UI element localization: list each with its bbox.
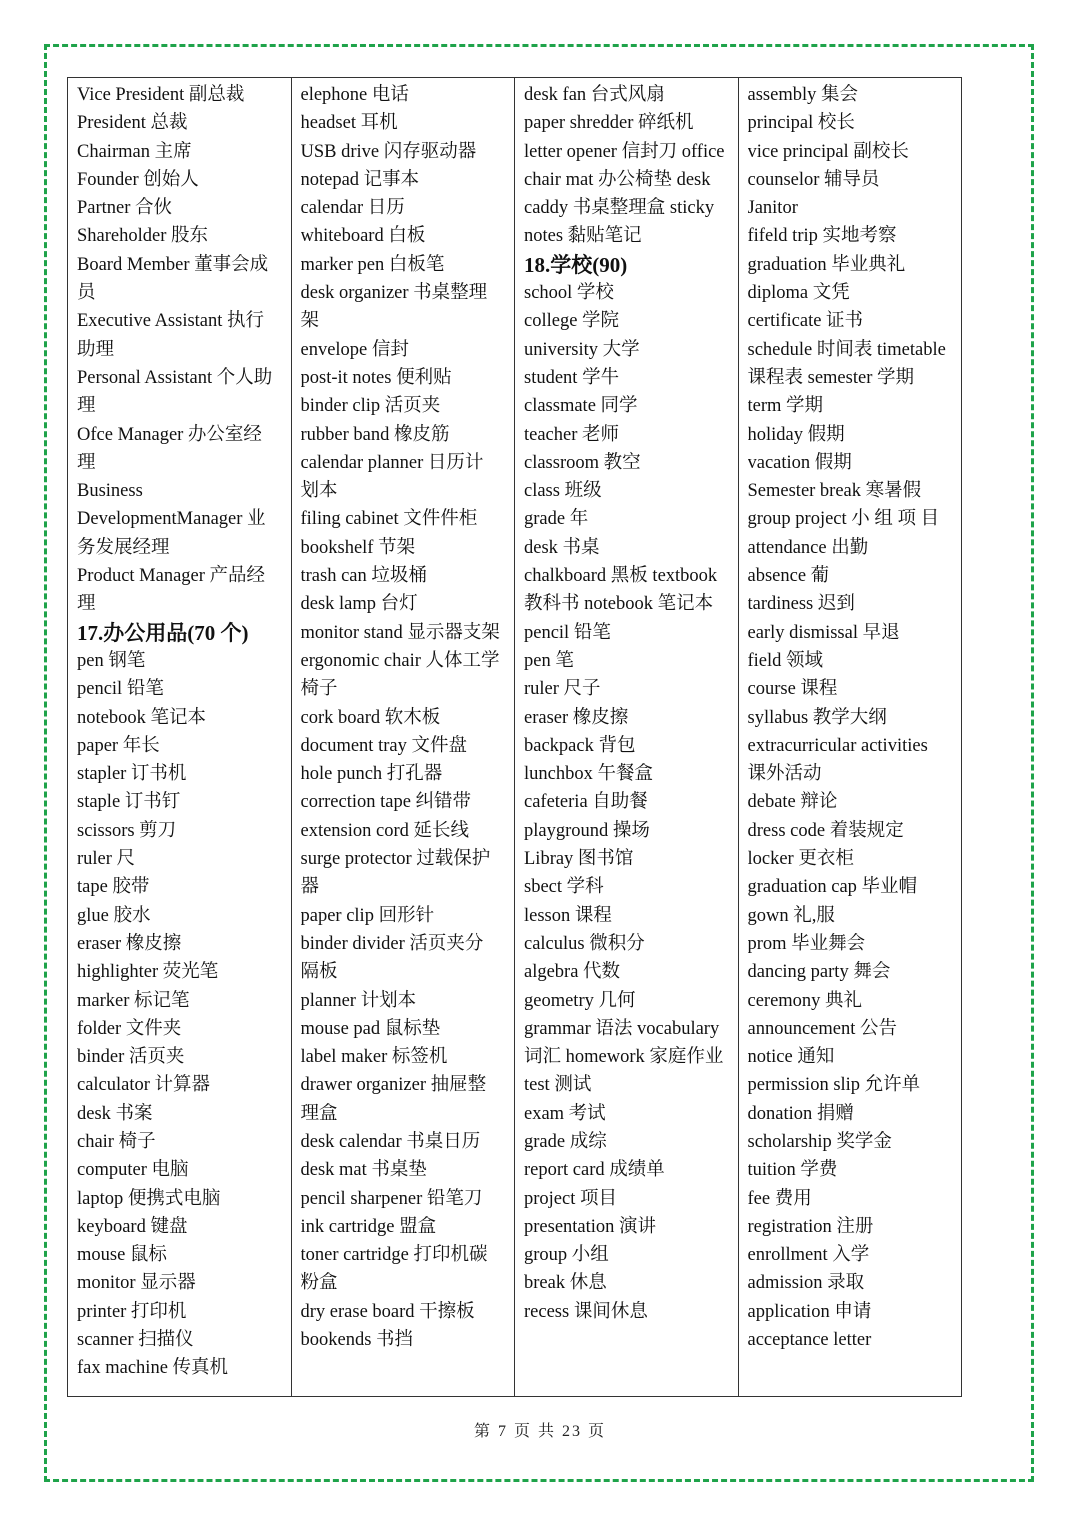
vocab-entry: mouse pad 鼠标垫 [300, 1018, 441, 1039]
vocab-entry: field 领域 [747, 650, 824, 671]
vocab-entry: ceremony 典礼 [747, 990, 863, 1011]
vocab-entry: caddy 书桌整理盒 sticky [524, 198, 715, 219]
vocab-entry: cork board 软木板 [300, 707, 441, 728]
vocab-entry: Personal Assistant 个人助 [77, 367, 273, 388]
vocab-entry: DevelopmentManager 业 [77, 509, 266, 530]
vocab-entry: group project 小 组 项 目 [747, 509, 940, 530]
vocab-entry: classroom 教空 [524, 452, 641, 473]
vocab-entry: Founder 创始人 [77, 169, 199, 190]
vocab-entry: glue 胶水 [77, 905, 151, 926]
vocab-entry: correction tape 纠错带 [300, 792, 472, 813]
vocab-entry: extension cord 延长线 [300, 820, 470, 841]
vocab-entry: mouse 鼠标 [77, 1245, 167, 1266]
vocab-entry: notebook 笔记本 [77, 707, 206, 728]
vocab-entry: marker pen 白板笔 [300, 254, 445, 275]
vocab-entry: prom 毕业舞会 [747, 933, 866, 954]
vocab-entry: document tray 文件盘 [300, 735, 467, 756]
vocab-entry: class 班级 [524, 481, 602, 502]
vocab-entry: binder divider 活页夹分 [300, 933, 484, 954]
vocab-entry: pencil sharpener 铅笔刀 [300, 1188, 483, 1209]
vocab-entry: toner cartridge 打印机碳 [300, 1245, 488, 1266]
vocab-entry: scholarship 奖学金 [747, 1131, 892, 1152]
vocabulary-table [67, 77, 962, 1397]
vocab-entry: paper 年长 [77, 735, 160, 756]
vocab-entry: desk 书案 [77, 1103, 153, 1124]
vocab-entry: geometry 几何 [524, 990, 636, 1011]
vocab-entry: college 学院 [524, 311, 620, 332]
vocab-entry: diploma 文凭 [747, 283, 850, 304]
vocab-entry: monitor 显示器 [77, 1273, 196, 1294]
table-column-2 [292, 78, 516, 1396]
vocab-entry: presentation 演讲 [524, 1216, 657, 1237]
vocab-entry: binder 活页夹 [77, 1047, 185, 1068]
vocab-entry: permission slip 允许单 [747, 1075, 921, 1096]
vocab-entry: Vice President 副总裁 [77, 85, 245, 105]
vocab-entry: Janitor [747, 198, 798, 219]
vocab-entry: folder 文件夹 [77, 1018, 182, 1039]
vocab-entry: report card 成绩单 [524, 1160, 665, 1181]
vocab-entry: application 申请 [747, 1301, 872, 1322]
vocab-entry: project 项目 [524, 1188, 617, 1209]
vocab-entry: rubber band 橡皮筋 [300, 424, 450, 445]
vocab-entry: chalkboard 黑板 textbook [524, 566, 718, 587]
vocab-entry: grammar 语法 vocabulary [524, 1018, 720, 1039]
vocab-entry: binder clip 活页夹 [300, 396, 441, 417]
vocab-entry: pencil 铅笔 [77, 679, 164, 700]
page-number-footer: 第 7 页 共 23 页 [473, 1423, 606, 1440]
vocab-entry: Libray 图书馆 [524, 849, 634, 870]
vocab-entry: drawer organizer 抽屉整 [300, 1075, 487, 1096]
vocab-entry: lunchbox 午餐盒 [524, 764, 653, 785]
vocab-entry: student 学牛 [524, 367, 620, 388]
vocab-entry: pen 笔 [524, 650, 574, 671]
vocab-entry: Shareholder 股东 [77, 226, 209, 247]
vocab-entry: early dismissal 早退 [747, 622, 900, 643]
vocab-entry: test 测试 [524, 1075, 592, 1096]
vocab-entry: Ofce Manager 办公室经 [77, 424, 262, 445]
vocab-entry: staple 订书钉 [77, 792, 181, 813]
vocab-entry: attendance 出勤 [747, 537, 869, 558]
vocab-entry: 器 [300, 877, 320, 898]
vocab-entry: letter opener 信封刀 office [524, 141, 725, 162]
vocab-entry: 理 [77, 594, 96, 615]
vocab-entry: graduation 毕业典礼 [747, 254, 906, 275]
vocab-entry: calculus 微积分 [524, 933, 645, 954]
vocab-entry: grade 成综 [524, 1131, 607, 1152]
vocab-entry: monitor stand 显示器支架 [300, 622, 500, 643]
vocab-entry: 椅子 [300, 679, 338, 700]
vocab-entry: desk mat 书桌垫 [300, 1160, 427, 1181]
vocab-entry: locker 更衣柜 [747, 849, 854, 870]
table-column-1 [68, 78, 292, 1396]
vocab-entry: school 学校 [524, 283, 614, 304]
vocab-entry: pencil 铅笔 [524, 622, 611, 643]
vocab-entry: term 学期 [747, 396, 824, 417]
table-column-4 [739, 78, 962, 1396]
section-heading: 17.办公用品(70 个) [77, 620, 249, 645]
vocab-entry: desk calendar 书桌日历 [300, 1131, 481, 1152]
vocab-entry: donation 捐赠 [747, 1103, 854, 1124]
vocab-entry: 理盒 [300, 1103, 338, 1124]
vocab-entry: Chairman 主席 [77, 141, 192, 162]
vocab-entry: enrollment 入学 [747, 1245, 870, 1266]
vocab-entry: 词汇 homework 家庭作业 [524, 1047, 724, 1068]
vocab-entry: headset 耳机 [300, 113, 398, 134]
vocab-entry: grade 年 [524, 509, 589, 530]
vocab-entry: 隔板 [300, 962, 338, 983]
vocab-entry: 教科书 notebook 笔记本 [524, 594, 714, 615]
vocab-entry: principal 校长 [747, 113, 855, 134]
vocab-entry: paper clip 回形针 [300, 905, 435, 926]
vocab-entry: scanner 扫描仪 [77, 1330, 194, 1351]
vocab-entry: break 休息 [524, 1273, 607, 1294]
vocab-entry: surge protector 过载保护 [300, 849, 491, 870]
vocab-entry: certificate 证书 [747, 311, 864, 332]
vocab-entry: eraser 橡皮擦 [524, 707, 629, 728]
vocab-entry: sbect 学科 [524, 877, 604, 898]
vocab-entry: classmate 同学 [524, 396, 638, 417]
vocab-entry: printer 打印机 [77, 1301, 187, 1322]
vocab-entry: scissors 剪刀 [77, 820, 177, 841]
vocab-entry: pen 钢笔 [77, 650, 146, 671]
vocab-entry: desk fan 台式风扇 [524, 85, 665, 105]
section-heading: 18.学校(90) [524, 252, 628, 277]
vocab-entry: calendar 日历 [300, 198, 405, 219]
vocab-entry: Executive Assistant 执行 [77, 311, 265, 332]
vocab-entry: dress code 着装规定 [747, 820, 904, 841]
vocab-entry: marker 标记笔 [77, 990, 190, 1011]
vocab-entry: absence 葡 [747, 566, 830, 587]
vocab-entry: ruler 尺 [77, 849, 136, 870]
vocab-entry: trash can 垃圾桶 [300, 566, 427, 587]
vocab-entry: calculator 计算器 [77, 1075, 211, 1096]
vocab-entry: bookshelf 节架 [300, 537, 416, 558]
vocab-entry: algebra 代数 [524, 962, 621, 983]
vocab-entry: post-it notes 便利贴 [300, 367, 452, 388]
vocab-entry: whiteboard 白板 [300, 226, 426, 247]
vocab-entry: fifeld trip 实地考察 [747, 226, 897, 247]
vocab-entry: hole punch 打孔器 [300, 764, 443, 785]
vocab-entry: ink cartridge 盟盒 [300, 1216, 437, 1237]
vocab-entry: President 总裁 [77, 113, 188, 134]
vocab-entry: recess 课间休息 [524, 1301, 648, 1322]
vocab-entry: course 课程 [747, 679, 838, 700]
vocab-entry: filing cabinet 文件件柜 [300, 509, 478, 530]
vocab-entry: planner 计划本 [300, 990, 417, 1011]
vocab-entry: registration 注册 [747, 1216, 874, 1237]
vocab-entry: university 大学 [524, 339, 640, 360]
vocab-entry: Business [77, 481, 143, 502]
vocab-entry: chair mat 办公椅垫 desk [524, 169, 711, 190]
vocab-entry: Semester break 寒暑假 [747, 481, 922, 502]
vocab-entry: holiday 假期 [747, 424, 845, 445]
vocab-entry: chair 椅子 [77, 1131, 156, 1152]
vocab-entry: envelope 信封 [300, 339, 409, 360]
vocab-entry: group 小组 [524, 1245, 609, 1266]
vocab-entry: 课外活动 [747, 764, 822, 785]
vocab-entry: debate 辩论 [747, 792, 838, 813]
vocab-entry: gown 礼,服 [747, 905, 835, 926]
vocab-entry: label maker 标签机 [300, 1047, 448, 1068]
vocab-entry: vice principal 副校长 [747, 141, 909, 162]
vocab-entry: desk 书桌 [524, 537, 600, 558]
vocab-entry: stapler 订书机 [77, 764, 187, 785]
vocab-entry: tape 胶带 [77, 877, 150, 898]
vocab-entry: admission 录取 [747, 1273, 865, 1294]
vocab-entry: notepad 记事本 [300, 169, 420, 190]
vocab-entry: dry erase board 干擦板 [300, 1301, 475, 1322]
vocab-entry: keyboard 键盘 [77, 1216, 188, 1237]
vocab-entry: Product Manager 产品经 [77, 566, 266, 587]
vocab-entry: laptop 便携式电脑 [77, 1188, 221, 1209]
vocab-entry: 粉盒 [300, 1273, 338, 1294]
vocab-entry: playground 操场 [524, 820, 650, 841]
vocab-entry: eraser 橡皮擦 [77, 933, 182, 954]
vocab-entry: Board Member 董事会成 [77, 254, 269, 275]
vocab-entry: exam 考试 [524, 1103, 606, 1124]
vocab-entry: graduation cap 毕业帽 [747, 877, 918, 898]
vocab-entry: fax machine 传真机 [77, 1358, 229, 1379]
vocab-entry: elephone 电话 [300, 85, 409, 105]
vocab-entry: announcement 公告 [747, 1018, 897, 1039]
vocab-entry: 课程表 semester 学期 [747, 367, 914, 388]
vocab-entry: assembly 集会 [747, 85, 858, 105]
vocab-entry: bookends 书挡 [300, 1330, 414, 1351]
vocab-entry: 助理 [77, 339, 115, 360]
vocab-entry: cafeteria 自助餐 [524, 792, 648, 813]
vocab-entry: 理 [77, 452, 96, 473]
vocab-entry: teacher 老师 [524, 424, 620, 445]
vocab-entry: lesson 课程 [524, 905, 612, 926]
vocab-entry: acceptance letter [747, 1330, 872, 1351]
table-column-3 [515, 78, 739, 1396]
vocab-entry: ruler 尺子 [524, 679, 601, 700]
vocab-entry: highlighter 荧光笔 [77, 962, 219, 983]
vocab-entry: schedule 时间表 timetable [747, 339, 946, 360]
vocab-entry: 划本 [300, 481, 338, 502]
vocab-entry: ergonomic chair 人体工学 [300, 650, 500, 671]
vocab-entry: 理 [77, 396, 96, 417]
vocab-entry: 员 [77, 283, 96, 304]
vocab-entry: paper shredder 碎纸机 [524, 113, 694, 134]
vocab-entry: counselor 辅导员 [747, 169, 880, 190]
vocab-entry: computer 电脑 [77, 1160, 189, 1181]
vocab-entry: tuition 学费 [747, 1160, 838, 1181]
vocab-entry: USB drive 闪存驱动器 [300, 141, 477, 162]
vocab-entry: tardiness 迟到 [747, 594, 855, 615]
vocab-entry: vacation 假期 [747, 452, 852, 473]
vocab-entry: 架 [300, 311, 320, 332]
vocab-entry: desk lamp 台灯 [300, 594, 418, 615]
vocab-entry: Partner 合伙 [77, 198, 173, 219]
vocab-entry: dancing party 舞会 [747, 962, 891, 983]
vocab-entry: notes 黏贴笔记 [524, 226, 642, 247]
vocab-entry: desk organizer 书桌整理 [300, 283, 488, 304]
vocab-entry: syllabus 教学大纲 [747, 707, 887, 728]
vocab-entry: 务发展经理 [77, 537, 170, 558]
vocab-entry: fee 费用 [747, 1188, 812, 1209]
vocab-entry: extracurricular activities [747, 735, 928, 756]
vocab-entry: calendar planner 日历计 [300, 452, 484, 473]
vocab-entry: notice 通知 [747, 1047, 835, 1068]
vocab-entry: backpack 背包 [524, 735, 636, 756]
